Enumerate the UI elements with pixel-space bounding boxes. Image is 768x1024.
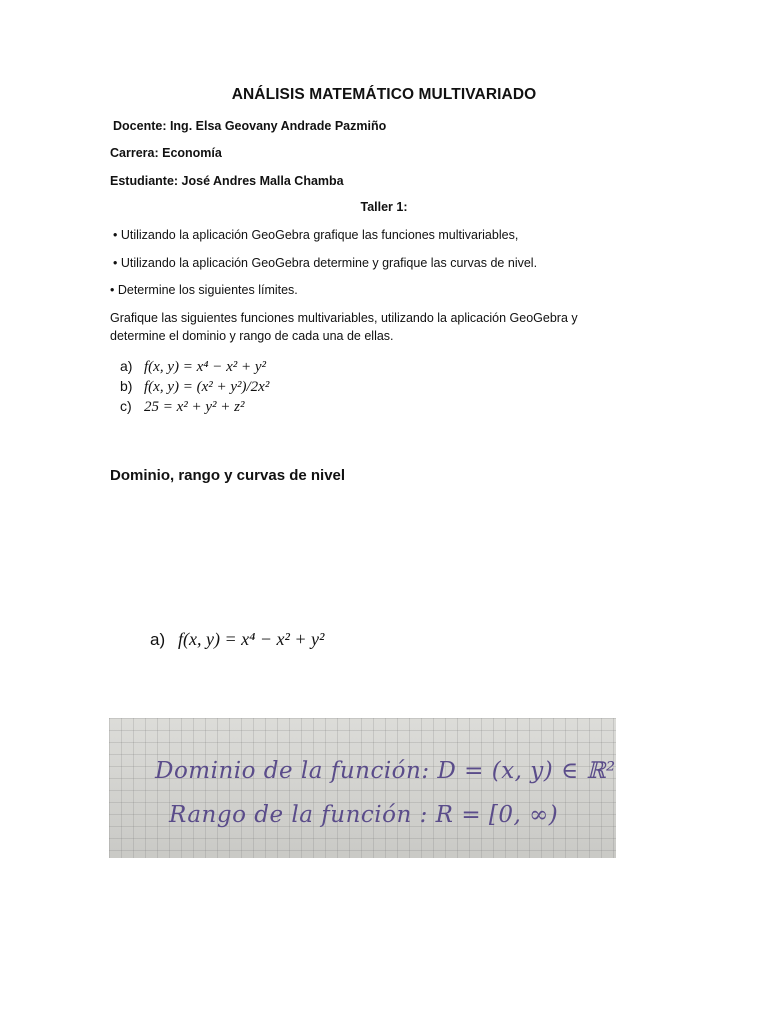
equation-c bbox=[120, 398, 245, 416]
handwritten-range-line: Rango de la función : R = [0, ∞) bbox=[169, 802, 559, 828]
equation-b bbox=[120, 378, 269, 396]
instructions-paragraph: Grafique las siguientes funciones multivariables, utilizando la aplicación GeoGebra y determine el dominio y rango de cada una de ellas. bbox=[110, 311, 578, 343]
equation-expression: f(x, y) = x⁴ − x² + y² bbox=[144, 359, 267, 375]
bullet-item-geogebra-graph: • Utilizando la aplicación GeoGebra grafique las funciones multivariables, bbox=[113, 228, 519, 242]
equation-expression: f(x, y) = x⁴ − x² + y² bbox=[178, 629, 325, 649]
carrera-line: Carrera: Economía bbox=[110, 146, 222, 160]
equation-label: c) bbox=[120, 398, 132, 414]
equation-expression: f(x, y) = (x² + y²)/2x² bbox=[144, 379, 270, 395]
bullet-item-limits: • Determine los siguientes límites. bbox=[110, 283, 298, 297]
equation-a bbox=[120, 358, 266, 376]
equation-label: a) bbox=[150, 630, 166, 649]
document-title: ANÁLISIS MATEMÁTICO MULTIVARIADO bbox=[231, 86, 537, 103]
docente-line: Docente: Ing. Elsa Geovany Andrade Pazmiño bbox=[113, 119, 387, 133]
equation-label: a) bbox=[120, 358, 133, 374]
section-title: Dominio, rango y curvas de nivel bbox=[110, 467, 346, 484]
taller-heading: Taller 1: bbox=[360, 200, 408, 214]
bullet-item-level-curves: • Utilizando la aplicación GeoGebra determine y grafique las curvas de nivel. bbox=[113, 256, 538, 270]
handwritten-domain-line: Dominio de la función: D = (x, y) ∈ ℝ² bbox=[155, 758, 616, 784]
handwritten-notebook-photo bbox=[109, 718, 616, 858]
equation-label: b) bbox=[120, 378, 133, 394]
section-equation-a bbox=[150, 629, 324, 650]
equation-expression: 25 = x² + y² + z² bbox=[144, 399, 245, 415]
estudiante-line: Estudiante: José Andres Malla Chamba bbox=[110, 174, 344, 188]
